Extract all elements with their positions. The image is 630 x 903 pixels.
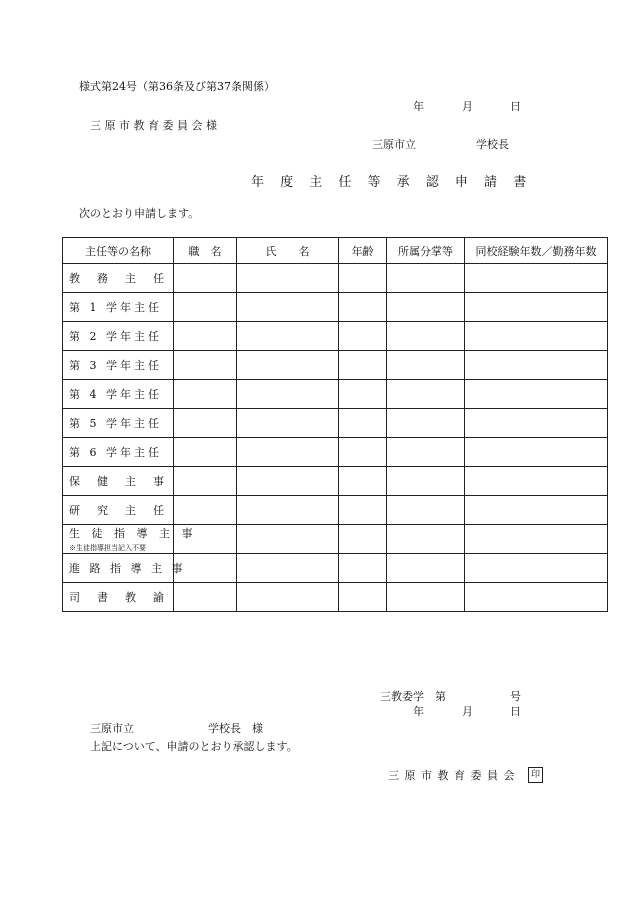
- job-title-cell[interactable]: [174, 351, 237, 380]
- table-row: [63, 467, 608, 496]
- department-cell[interactable]: [387, 496, 465, 525]
- header-position-name: 主任等の名称: [63, 238, 174, 264]
- ref-number-suffix: 号: [510, 690, 521, 703]
- job-title-cell[interactable]: [174, 467, 237, 496]
- job-title-cell[interactable]: [174, 380, 237, 409]
- approval-date-month: 月: [462, 705, 473, 718]
- department-cell[interactable]: [387, 467, 465, 496]
- header-years: 同校経験年数／勤務年数: [465, 238, 608, 264]
- age-cell[interactable]: [339, 380, 387, 409]
- age-cell[interactable]: [339, 264, 387, 293]
- date-year-label: 年: [413, 100, 424, 113]
- table-row: [63, 322, 608, 351]
- years-cell[interactable]: [465, 322, 608, 351]
- header-full-name: 氏 名: [237, 238, 339, 264]
- age-cell[interactable]: [339, 322, 387, 351]
- job-title-cell[interactable]: [174, 293, 237, 322]
- years-cell[interactable]: [465, 467, 608, 496]
- table-row: [63, 264, 608, 293]
- job-title-cell[interactable]: [174, 409, 237, 438]
- form-number: 様式第24号（第36条及び第37条関係）: [79, 80, 275, 93]
- full-name-cell[interactable]: [237, 351, 339, 380]
- row-position-name: 第 6 学年主任: [63, 438, 174, 467]
- approval-to-principal: 学校長 様: [208, 722, 263, 735]
- department-cell[interactable]: [387, 293, 465, 322]
- header-department: 所属分掌等: [387, 238, 465, 264]
- years-cell[interactable]: [465, 496, 608, 525]
- date-day-label: 日: [510, 100, 521, 113]
- intro-text: 次のとおり申請します。: [79, 207, 200, 220]
- header-job-title: 職 名: [174, 238, 237, 264]
- table-row: [63, 293, 608, 322]
- years-cell[interactable]: [465, 409, 608, 438]
- age-cell[interactable]: [339, 496, 387, 525]
- table-row: [63, 554, 608, 583]
- row-position-name: 進 路 指 導 主 事: [63, 554, 174, 583]
- row-position-note: ※生徒指導担当記入不要: [69, 544, 146, 552]
- full-name-cell[interactable]: [237, 409, 339, 438]
- years-cell[interactable]: [465, 438, 608, 467]
- approval-to-city: 三原市立: [90, 722, 134, 735]
- years-cell[interactable]: [465, 264, 608, 293]
- years-cell[interactable]: [465, 351, 608, 380]
- department-cell[interactable]: [387, 438, 465, 467]
- school-city: 三原市立: [372, 138, 416, 151]
- job-title-cell[interactable]: [174, 583, 237, 612]
- addressee: 三 原 市 教 育 委 員 会 様: [90, 119, 217, 132]
- age-cell[interactable]: [339, 409, 387, 438]
- row-position-name: 第 2 学年主任: [63, 322, 174, 351]
- appointment-table: [62, 237, 608, 612]
- approval-date-year: 年: [413, 705, 424, 718]
- department-cell[interactable]: [387, 380, 465, 409]
- table-header-row: [63, 238, 608, 264]
- row-position-name: 教 務 主 任: [63, 264, 174, 293]
- full-name-cell[interactable]: [237, 554, 339, 583]
- full-name-cell[interactable]: [237, 380, 339, 409]
- row-position-name: 第 1 学年主任: [63, 293, 174, 322]
- table-row: [63, 380, 608, 409]
- job-title-cell[interactable]: [174, 438, 237, 467]
- full-name-cell[interactable]: [237, 525, 339, 554]
- principal-label: 学校長: [476, 138, 509, 151]
- approval-date-day: 日: [510, 705, 521, 718]
- row-position-name: 第 4 学年主任: [63, 380, 174, 409]
- department-cell[interactable]: [387, 525, 465, 554]
- table-row: [63, 438, 608, 467]
- age-cell[interactable]: [339, 467, 387, 496]
- table-row: [63, 409, 608, 438]
- approval-statement: 上記について、申請のとおり承認します。: [90, 740, 298, 753]
- row-position-name: 第 3 学年主任: [63, 351, 174, 380]
- department-cell[interactable]: [387, 583, 465, 612]
- table-row: [63, 351, 608, 380]
- seal-stamp-box: 印: [528, 767, 543, 783]
- row-position-name: 保 健 主 事: [63, 467, 174, 496]
- department-cell[interactable]: [387, 554, 465, 583]
- full-name-cell[interactable]: [237, 322, 339, 351]
- row-position-name: [63, 525, 197, 554]
- years-cell[interactable]: [465, 525, 608, 554]
- issuer-name: 三 原 市 教 育 委 員 会: [388, 769, 516, 782]
- ref-number-prefix: 三教委学 第: [380, 690, 446, 703]
- years-cell[interactable]: [465, 554, 608, 583]
- table-row: [63, 525, 608, 554]
- full-name-cell[interactable]: [237, 496, 339, 525]
- table-row: [63, 583, 608, 612]
- full-name-cell[interactable]: [237, 293, 339, 322]
- age-cell[interactable]: [339, 351, 387, 380]
- row-position-label: 生 徒 指 導 主 事: [69, 527, 197, 540]
- full-name-cell[interactable]: [237, 264, 339, 293]
- age-cell[interactable]: [339, 293, 387, 322]
- age-cell[interactable]: [339, 438, 387, 467]
- row-position-name: 第 5 学年主任: [63, 409, 174, 438]
- years-cell[interactable]: [465, 380, 608, 409]
- job-title-cell[interactable]: [174, 496, 237, 525]
- row-position-name: 研 究 主 任: [63, 496, 174, 525]
- row-position-name: 司 書 教 諭: [63, 583, 174, 612]
- full-name-cell[interactable]: [237, 467, 339, 496]
- full-name-cell[interactable]: [237, 438, 339, 467]
- document-title: 年 度 主 任 等 承 認 申 請 書: [251, 175, 533, 190]
- years-cell[interactable]: [465, 583, 608, 612]
- header-age: 年齢: [339, 238, 387, 264]
- date-month-label: 月: [462, 100, 473, 113]
- department-cell[interactable]: [387, 409, 465, 438]
- department-cell[interactable]: [387, 264, 465, 293]
- department-cell[interactable]: [387, 322, 465, 351]
- age-cell[interactable]: [339, 554, 387, 583]
- age-cell[interactable]: [339, 583, 387, 612]
- years-cell[interactable]: [465, 293, 608, 322]
- age-cell[interactable]: [339, 525, 387, 554]
- full-name-cell[interactable]: [237, 583, 339, 612]
- job-title-cell[interactable]: [174, 322, 237, 351]
- department-cell[interactable]: [387, 351, 465, 380]
- table-row: [63, 496, 608, 525]
- job-title-cell[interactable]: [174, 264, 237, 293]
